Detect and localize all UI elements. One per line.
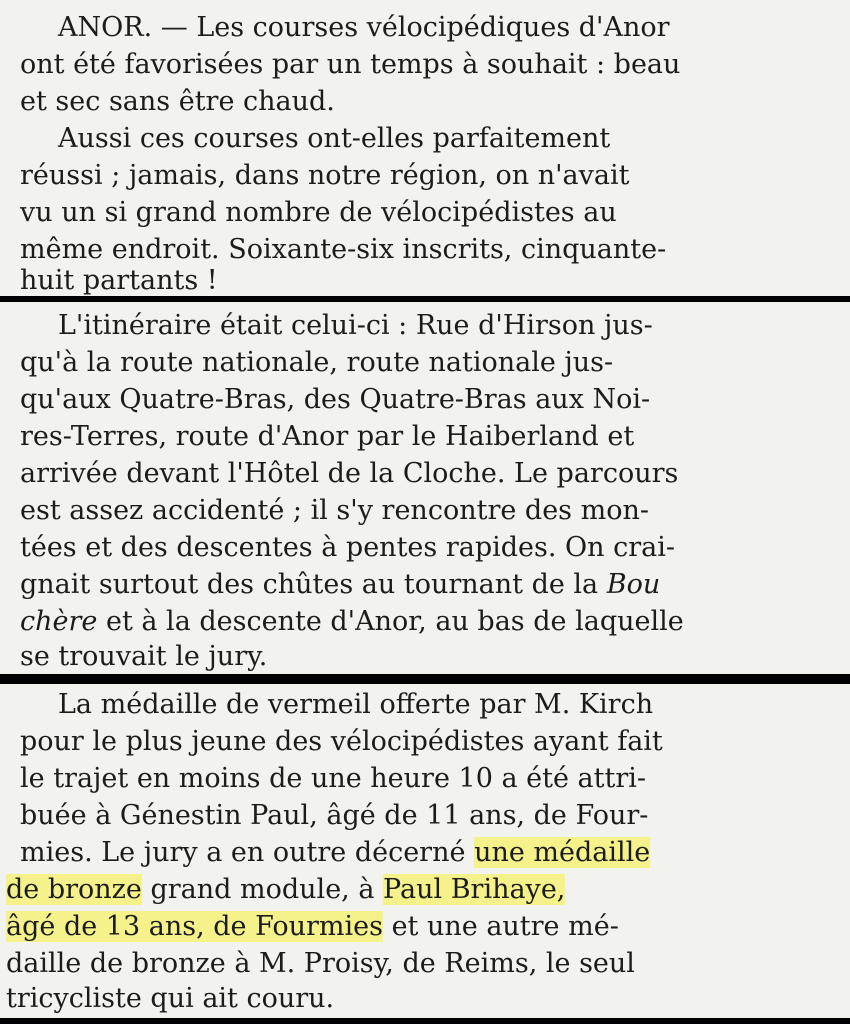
text-line: [0, 158, 850, 194]
text-line: [0, 909, 850, 945]
line-text: huit partants !: [20, 265, 218, 296]
line-text: et sec sans être chaud.: [20, 86, 335, 117]
line-text: tées et des descentes à pentes rapides. On crai-: [20, 532, 676, 563]
line-text-part: grand module, à: [150, 874, 375, 905]
line-text: [20, 567, 660, 603]
line-text: même endroit. Soixante-six inscrits, cinquante-: [20, 234, 667, 265]
line-text-part: et une autre mé-: [391, 911, 619, 942]
text-line: [0, 382, 850, 418]
line-text: ont été favorisées par un temps à souhait : beau: [20, 49, 681, 80]
line-text: arrivée devant l'Hôtel de la Cloche. Le parcours: [20, 458, 679, 489]
text-line: [0, 195, 850, 231]
text-line: [0, 639, 850, 674]
text-line: [0, 567, 850, 603]
line-text: se trouvait le jury.: [20, 641, 268, 672]
clipping-2: [0, 302, 850, 674]
line-text: [20, 835, 650, 871]
text-line: [0, 263, 850, 296]
text-line: [0, 687, 850, 723]
text-line: [0, 835, 850, 871]
line-text: [6, 909, 619, 945]
line-text: [6, 872, 565, 908]
line-text: tricycliste qui ait couru.: [6, 983, 335, 1014]
text-line: [0, 121, 850, 157]
highlighted-text: une médaille: [474, 837, 651, 868]
highlighted-text: âgé de 13 ans, de Fourmies: [6, 911, 383, 942]
line-text: réussi ; jamais, dans notre région, on n'avait: [20, 160, 630, 191]
text-line: [0, 84, 850, 120]
highlighted-text: de bronze: [6, 874, 142, 905]
place-name-italic: chère: [20, 606, 98, 637]
text-line: [0, 761, 850, 797]
text-line: [0, 10, 850, 46]
line-text: ANOR. — Les courses vélocipédiques d'Anor: [58, 12, 670, 43]
text-line: [0, 345, 850, 381]
highlighted-text: Paul Brihaye,: [383, 874, 566, 905]
line-text-part: gnait surtout des chûtes au tournant de la: [20, 569, 599, 600]
line-text: daille de bronze à M. Proisy, de Reims, le seul: [6, 948, 635, 979]
text-line: [0, 604, 850, 640]
text-line: [0, 530, 850, 566]
line-text: est assez accidenté ; il s'y rencontre des mon-: [20, 495, 649, 526]
line-text: qu'à la route nationale, route nationale jus-: [20, 347, 614, 378]
line-text: le trajet en moins de une heure 10 a été attri-: [20, 763, 646, 794]
line-text-part: mies. Le jury a en outre décerné: [20, 837, 466, 868]
clipping-1: [0, 0, 850, 296]
line-text: vu un si grand nombre de vélocipédistes au: [20, 197, 617, 228]
line-text: Aussi ces courses ont-elles parfaitement: [58, 123, 611, 154]
text-line: [0, 493, 850, 529]
place-name-italic: Bou: [606, 569, 661, 600]
text-line: [0, 946, 850, 982]
text-line: [0, 456, 850, 492]
text-line: [0, 798, 850, 834]
text-line: [0, 308, 850, 344]
text-line: [0, 47, 850, 83]
text-line: [0, 419, 850, 455]
text-line: [0, 724, 850, 760]
clipping-3: [0, 684, 850, 1018]
line-text-part: et à la descente d'Anor, au bas de laquelle: [105, 606, 684, 637]
text-line: [0, 981, 850, 1017]
text-line: [0, 872, 850, 908]
line-text: pour le plus jeune des vélocipédistes ayant fait: [20, 726, 663, 757]
line-text: L'itinéraire était celui-ci : Rue d'Hirson jus-: [58, 310, 653, 341]
line-text: La médaille de vermeil offerte par M. Kirch: [58, 689, 654, 720]
line-text: qu'aux Quatre-Bras, des Quatre-Bras aux Noi-: [20, 384, 651, 415]
line-text: [20, 604, 684, 640]
line-text: res-Terres, route d'Anor par le Haiberland et: [20, 421, 635, 452]
line-text: buée à Génestin Paul, âgé de 11 ans, de Four-: [20, 800, 649, 831]
